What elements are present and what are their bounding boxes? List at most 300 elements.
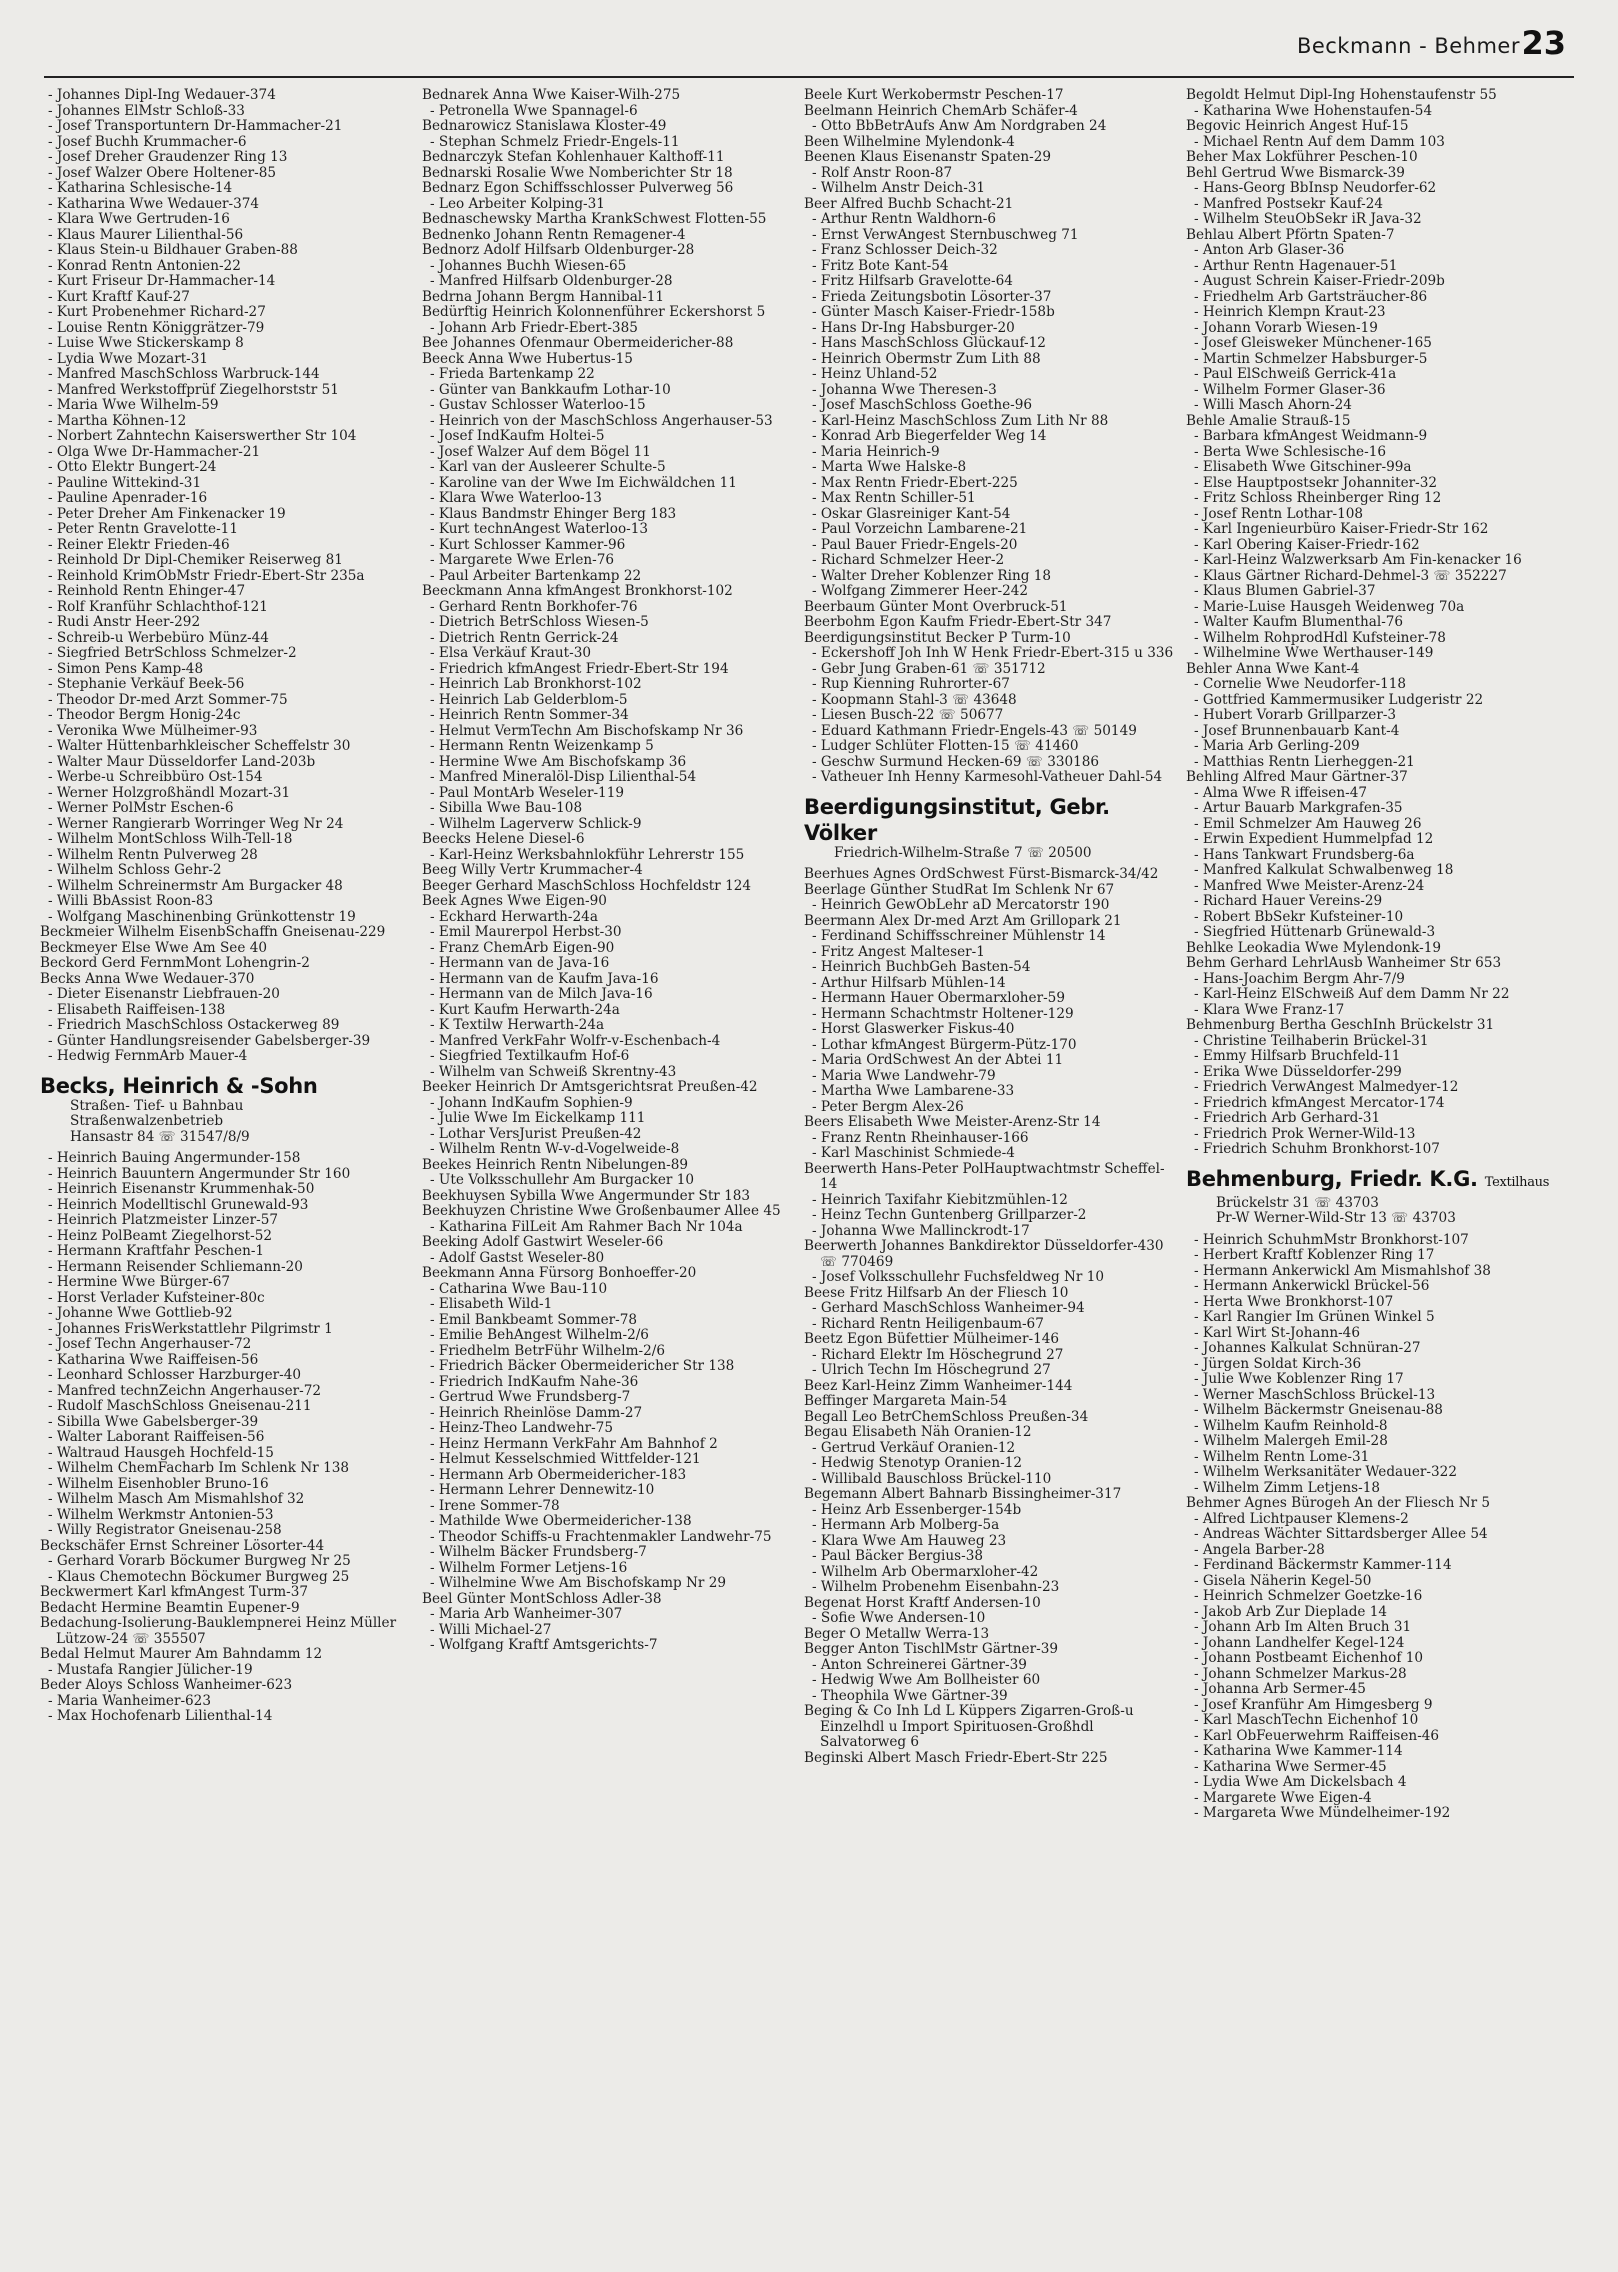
directory-entry: - Hermann Kraftfahr Peschen-1 bbox=[48, 1243, 265, 1259]
directory-entry: Behlau Albert Pförtn Spaten-7 bbox=[1186, 226, 1395, 243]
directory-entry: - Heinrich Rentn Sommer-34 bbox=[430, 707, 629, 723]
directory-entry: Beerbohm Egon Kaufm Friedr-Ebert-Str 347 bbox=[804, 614, 1112, 630]
directory-entry: - Josef Walzer Obere Holtener-85 bbox=[48, 164, 277, 181]
directory-entry: - Fritz Schloss Rheinberger Ring 12 bbox=[1194, 490, 1442, 506]
directory-entry: - Theodor Bergm Honig-24c bbox=[48, 707, 241, 723]
directory-entry: Bednorz Adolf Hilfsarb Oldenburger-28 bbox=[422, 242, 695, 258]
directory-entry: - Johannes Dipl-Ing Wedauer-374 bbox=[48, 88, 276, 103]
directory-entry: - Herbert Kraftf Koblenzer Ring 17 bbox=[1194, 1247, 1435, 1263]
directory-entry: - Hermann Hauer Obermarxloher-59 bbox=[812, 990, 1065, 1006]
directory-entry: - Elisabeth Raiffeisen-138 bbox=[48, 1001, 226, 1018]
directory-entry: - Rup Kienning Ruhrorter-67 bbox=[812, 676, 1010, 692]
directory-entry: - Heinrich Eisenanstr Krummenhak-50 bbox=[48, 1181, 315, 1197]
directory-entry: - Klara Wwe Waterloo-13 bbox=[430, 490, 602, 506]
directory-entry: - Lydia Wwe Am Dickelsbach 4 bbox=[1194, 1774, 1407, 1790]
directory-entry: - Max Hochofenarb Lilienthal-14 bbox=[48, 1708, 273, 1724]
directory-entry: - Horst Glaswerker Fiskus-40 bbox=[812, 1021, 1015, 1037]
directory-entry: - Kurt Kraftf Kauf-27 bbox=[48, 288, 190, 305]
directory-entry: Beenen Klaus Eisenanstr Spaten-29 bbox=[804, 149, 1052, 165]
directory-entry: Beekhuysen Sybilla Wwe Angermunder Str 183 bbox=[422, 1187, 751, 1204]
directory-entry: - Wolfgang Maschinenbing Grünkottenstr 19 bbox=[48, 908, 356, 925]
directory-entry: - Cornelie Wwe Neudorfer-118 bbox=[1194, 676, 1407, 692]
directory-entry: - Koopmann Stahl-3 ☏ 43648 bbox=[812, 691, 1017, 708]
directory-entry: - Liesen Busch-22 ☏ 50677 bbox=[812, 707, 1004, 723]
directory-entry: Behling Alfred Maur Gärtner-37 bbox=[1186, 769, 1408, 785]
running-head: Beckmann - Behmer bbox=[1296, 34, 1520, 58]
directory-entry: Bedürftig Heinrich Kolonnenführer Eckershorst 5 bbox=[422, 304, 766, 320]
directory-entry: Beger O Metallw Werra-13 bbox=[804, 1625, 990, 1642]
directory-entry: - Hermine Wwe Am Bischofskamp 36 bbox=[430, 753, 687, 770]
directory-entry: Bednarz Egon Schiffsschlosser Pulverweg 56 bbox=[422, 180, 734, 196]
directory-entry: - Wilhelm Anstr Deich-31 bbox=[812, 180, 986, 196]
directory-entry: - Robert BbSekr Kufsteiner-10 bbox=[1194, 908, 1404, 925]
directory-entry: - Josef Gleisweker Münchener-165 bbox=[1194, 335, 1432, 351]
directory-entry: Beerwerth Hans-Peter PolHauptwachtmstr Scheffel-14 bbox=[804, 1160, 1165, 1192]
directory-entry: - Johanna Wwe Theresen-3 bbox=[812, 381, 997, 398]
directory-entry: - Heinrich Lab Gelderblom-5 bbox=[430, 691, 628, 708]
directory-entry: - Stephanie Verkäuf Beek-56 bbox=[48, 676, 245, 692]
directory-entry: Bednarczyk Stefan Kohlenhauer Kalthoff-11 bbox=[422, 149, 725, 165]
directory-entry: - Josef Rentn Lothar-108 bbox=[1194, 505, 1364, 522]
directory-entry: - Karl-Heinz ElSchweiß Auf dem Damm Nr 22 bbox=[1194, 986, 1510, 1002]
directory-entry: - Maria Wwe Wilhelm-59 bbox=[48, 397, 219, 413]
directory-entry: - Katharina Wwe Hohenstaufen-54 bbox=[1194, 102, 1433, 119]
directory-entry: - Hermann Arb Molberg-5a bbox=[812, 1517, 1000, 1533]
directory-entry: Beekhuyzen Christine Wwe Großenbaumer Allee 45 bbox=[422, 1203, 781, 1219]
directory-entry: - Reinhold Dr Dipl-Chemiker Reiserweg 81 bbox=[48, 552, 343, 568]
directory-entry: - Julie Wwe Im Eickelkamp 111 bbox=[430, 1110, 646, 1126]
directory-entry: - Peter Dreher Am Finkenacker 19 bbox=[48, 505, 286, 522]
directory-entry: - Wolfgang Kraftf Amtsgerichts-7 bbox=[430, 1637, 658, 1653]
directory-entry: Beel Günter MontSchloss Adler-38 bbox=[422, 1590, 662, 1607]
directory-entry: - Gertrud Wwe Frundsberg-7 bbox=[430, 1389, 631, 1405]
directory-entry: - Horst Verlader Kufsteiner-80c bbox=[48, 1289, 265, 1306]
directory-entry: - Wilhelm Rentn W-v-d-Vogelweide-8 bbox=[430, 1141, 680, 1157]
directory-entry: - Günter van Bankkaufm Lothar-10 bbox=[430, 381, 671, 398]
directory-entry: - Werner Holzgroßhändl Mozart-31 bbox=[48, 784, 291, 801]
directory-entry: - Maria Wwe Landwehr-79 bbox=[812, 1067, 996, 1084]
directory-entry: - Reiner Elektr Frieden-46 bbox=[48, 536, 230, 553]
directory-entry: - Elisabeth Wwe Gitschiner-99a bbox=[1194, 459, 1412, 475]
directory-entry: - Gerhard Vorarb Böckumer Burgweg Nr 25 bbox=[48, 1553, 351, 1569]
directory-entry: - Oskar Glasreiniger Kant-54 bbox=[812, 505, 1011, 522]
directory-entry: - Theophila Wwe Gärtner-39 bbox=[812, 1687, 1008, 1704]
directory-entry: - Gerhard MaschSchloss Wanheimer-94 bbox=[812, 1300, 1085, 1316]
directory-entry: - Josef Buchh Krummacher-6 bbox=[48, 133, 247, 150]
directory-entry: - Emil Bankbeamt Sommer-78 bbox=[430, 1311, 638, 1328]
directory-entry: - Karl ObFeuerwehrm Raiffeisen-46 bbox=[1194, 1727, 1440, 1744]
directory-entry: Bednenko Johann Rentn Remagener-4 bbox=[422, 226, 686, 243]
directory-entry: - Hermine Wwe Bürger-67 bbox=[48, 1274, 231, 1290]
column-1 bbox=[40, 88, 410, 2258]
directory-entry: - Helmut VermTechn Am Bischofskamp Nr 36 bbox=[430, 722, 744, 739]
directory-entry: - Irene Sommer-78 bbox=[430, 1497, 560, 1514]
directory-entry: - Katharina Wwe Wedauer-374 bbox=[48, 195, 260, 212]
directory-entry: - Walter Hüttenbarhkleischer Scheffelstr 30 bbox=[48, 738, 351, 754]
directory-entry: Beecks Helene Diesel-6 bbox=[422, 831, 585, 847]
directory-entry: - Hermann Ankerwickl Brückel-56 bbox=[1194, 1278, 1430, 1294]
directory-entry: - Friedrich kfmAngest Friedr-Ebert-Str 194 bbox=[430, 660, 729, 677]
directory-entry: - Wolfgang Zimmerer Heer-242 bbox=[812, 583, 1029, 599]
directory-entry: - Karl Rangier Im Grünen Winkel 5 bbox=[1194, 1309, 1435, 1325]
directory-entry: - Ferdinand Bäckermstr Kammer-114 bbox=[1194, 1557, 1452, 1573]
directory-entry: - Heinrich Modelltischl Grunewald-93 bbox=[48, 1196, 309, 1213]
directory-entry: - Johannes Kalkulat Schnüran-27 bbox=[1194, 1340, 1421, 1356]
directory-entry: - K Textilw Herwarth-24a bbox=[430, 1017, 605, 1033]
directory-entry: Behlke Leokadia Wwe Mylendonk-19 bbox=[1186, 939, 1442, 956]
directory-entry: Beder Aloys Schloss Wanheimer-623 bbox=[40, 1677, 293, 1693]
directory-entry: - Manfred Hilfsarb Oldenburger-28 bbox=[430, 273, 673, 289]
directory-entry: Beese Fritz Hilfsarb An der Fliesch 10 bbox=[804, 1284, 1069, 1301]
directory-entry: - Wilhelm Schloss Gehr-2 bbox=[48, 862, 222, 878]
directory-entry: - Dietrich Rentn Gerrick-24 bbox=[430, 629, 619, 646]
directory-entry: - Wilhelm Masch Am Mismahlshof 32 bbox=[48, 1491, 305, 1507]
directory-entry: - Erika Wwe Düsseldorfer-299 bbox=[1194, 1063, 1402, 1080]
directory-entry: Begemann Albert Bahnarb Bissingheimer-317 bbox=[804, 1486, 1122, 1502]
directory-entry: - Fritz Angest Malteser-1 bbox=[812, 943, 985, 960]
directory-entry: - Otto Elektr Bungert-24 bbox=[48, 459, 217, 475]
directory-entry: - Johann IndKaufm Sophien-9 bbox=[430, 1094, 633, 1111]
directory-entry: Beging & Co Inh Ld L Küppers Zigarren-Groß-u Einzelhdl u Import Spirituosen-Großhdl Salvatorweg 6 bbox=[804, 1703, 1134, 1750]
directory-entry: Beher Max Lokführer Peschen-10 bbox=[1186, 149, 1418, 165]
directory-entry: - Peter Rentn Gravelotte-11 bbox=[48, 521, 238, 537]
directory-entry: - Norbert Zahntechn Kaiserswerther Str 104 bbox=[48, 428, 357, 444]
directory-entry: Beeg Willy Vertr Krummacher-4 bbox=[422, 862, 643, 878]
directory-entry: - Richard Hauer Vereins-29 bbox=[1194, 893, 1383, 909]
directory-entry: - Gertrud Verkäuf Oranien-12 bbox=[812, 1439, 1016, 1456]
directory-entry: - Martha Wwe Lambarene-33 bbox=[812, 1083, 1015, 1099]
directory-entry: - Jakob Arb Zur Dieplade 14 bbox=[1194, 1603, 1388, 1620]
directory-entry: - Wilhelm ChemFacharb Im Schlenk Nr 138 bbox=[48, 1460, 350, 1476]
directory-entry: - Heinrich Rheinlöse Damm-27 bbox=[430, 1404, 643, 1421]
directory-entry: - Wilhelm Malergeh Emil-28 bbox=[1194, 1433, 1388, 1449]
directory-entry: - Hans-Joachim Bergm Ahr-7/9 bbox=[1194, 970, 1405, 987]
directory-entry: - Rudi Anstr Heer-292 bbox=[48, 614, 201, 630]
business-listing bbox=[40, 1073, 410, 1146]
directory-entry: - Wilhelm SteuObSekr iR Java-32 bbox=[1194, 211, 1422, 227]
directory-entry: - Johann Landhelfer Kegel-124 bbox=[1194, 1634, 1405, 1651]
directory-entry: - Margareta Wwe Mündelheimer-192 bbox=[1194, 1805, 1451, 1821]
directory-entry: - Heinrich GewObLehr aD Mercatorstr 190 bbox=[812, 897, 1110, 913]
directory-entry: - Willi Michael-27 bbox=[430, 1621, 552, 1638]
directory-entry: - Berta Wwe Schlesische-16 bbox=[1194, 443, 1386, 460]
directory-entry: - Olga Wwe Dr-Hammacher-21 bbox=[48, 443, 261, 460]
directory-entry: - Wilhelm Zimm Letjens-18 bbox=[1194, 1479, 1381, 1496]
page-header bbox=[0, 0, 1618, 70]
directory-entry: Beez Karl-Heinz Zimm Wanheimer-144 bbox=[804, 1377, 1073, 1394]
directory-entry: - Katharina Wwe Raiffeisen-56 bbox=[48, 1351, 259, 1368]
directory-entry: Behmenburg Bertha GeschInh Brückelstr 31 bbox=[1186, 1017, 1495, 1033]
directory-entry: - Klaus Gärtner Richard-Dehmel-3 ☏ 352227 bbox=[1194, 567, 1507, 584]
directory-entry: - Wilhelm Former Letjens-16 bbox=[430, 1559, 628, 1576]
directory-entry: Beek Agnes Wwe Eigen-90 bbox=[422, 893, 607, 909]
directory-entry: - Konrad Arb Biegerfelder Weg 14 bbox=[812, 428, 1047, 444]
directory-entry: Begau Elisabeth Näh Oranien-12 bbox=[804, 1424, 1032, 1440]
directory-entry: - Max Rentn Friedr-Ebert-225 bbox=[812, 474, 1018, 491]
directory-entry: - Hermann Arb Obermeidericher-183 bbox=[430, 1466, 687, 1483]
directory-entry: - Leonhard Schlosser Harzburger-40 bbox=[48, 1367, 302, 1383]
directory-entry: - Hedwig FernmArb Mauer-4 bbox=[48, 1048, 248, 1064]
directory-entry: - Maria Heinrich-9 bbox=[812, 443, 940, 460]
directory-entry: - Manfred VerkFahr Wolfr-v-Eschenbach-4 bbox=[430, 1032, 721, 1049]
directory-entry: - Emil Schmelzer Am Hauweg 26 bbox=[1194, 815, 1422, 832]
directory-entry: - Josef Kranführ Am Himgesberg 9 bbox=[1194, 1696, 1433, 1713]
directory-entry: - Karl Wirt St-Johann-46 bbox=[1194, 1324, 1360, 1341]
directory-entry: - Johann Arb Im Alten Bruch 31 bbox=[1194, 1619, 1412, 1635]
directory-entry: - Hermann Rentn Weizenkamp 5 bbox=[430, 738, 654, 754]
directory-entry: - Klara Wwe Am Hauweg 23 bbox=[812, 1532, 1007, 1549]
directory-entry: - Friedrich Arb Gerhard-31 bbox=[1194, 1110, 1381, 1126]
directory-entry: Begall Leo BetrChemSchloss Preußen-34 bbox=[804, 1408, 1089, 1425]
directory-entry: - Josef Walzer Auf dem Bögel 11 bbox=[430, 443, 651, 460]
directory-entry: Beermann Alex Dr-med Arzt Am Grillopark 21 bbox=[804, 912, 1122, 929]
directory-entry: - Katharina Schlesische-14 bbox=[48, 180, 233, 196]
directory-entry: Bee Johannes Ofenmaur Obermeidericher-88 bbox=[422, 335, 734, 351]
directory-entry: - Wilhelm Lagerverw Schlick-9 bbox=[430, 815, 642, 832]
directory-entry: - Rolf Kranführ Schlachthof-121 bbox=[48, 598, 268, 615]
directory-entry: Bednarek Anna Wwe Kaiser-Wilh-275 bbox=[422, 88, 681, 103]
directory-entry: - Eckershoff Joh Inh W Henk Friedr-Ebert-315 u 336 bbox=[812, 645, 1174, 661]
directory-entry: - August Schrein Kaiser-Friedr-209b bbox=[1194, 273, 1445, 289]
business-detail-line: Hansastr 84 ☏ 31547/8/9 bbox=[70, 1128, 250, 1145]
directory-entry: - Catharina Wwe Bau-110 bbox=[430, 1280, 608, 1297]
directory-entry: - Fritz Bote Kant-54 bbox=[812, 257, 949, 274]
directory-entry: - Karl Ingenieurbüro Kaiser-Friedr-Str 162 bbox=[1194, 521, 1489, 537]
directory-entry: - Ludger Schlüter Flotten-15 ☏ 41460 bbox=[812, 738, 1079, 754]
directory-entry: - Johanna Arb Sermer-45 bbox=[1194, 1681, 1366, 1697]
directory-entry: Beetz Egon Büfettier Mülheimer-146 bbox=[804, 1331, 1060, 1347]
directory-entry: Behl Gertrud Wwe Bismarck-39 bbox=[1186, 164, 1405, 181]
directory-entry: - Frieda Bartenkamp 22 bbox=[430, 366, 595, 382]
directory-entry: - Johanne Wwe Gottlieb-92 bbox=[48, 1305, 233, 1321]
directory-entry: - Mustafa Rangier Jülicher-19 bbox=[48, 1661, 253, 1678]
directory-entry: - Hedwig Wwe Am Bollheister 60 bbox=[812, 1672, 1041, 1688]
directory-entry: - Michael Rentn Auf dem Damm 103 bbox=[1194, 133, 1445, 150]
directory-entry: Beginski Albert Masch Friedr-Ebert-Str 225 bbox=[804, 1749, 1108, 1766]
directory-entry: - Mathilde Wwe Obermeidericher-138 bbox=[430, 1513, 692, 1529]
directory-entry: - Willi Masch Ahorn-24 bbox=[1194, 397, 1352, 413]
directory-columns bbox=[40, 88, 1580, 2258]
directory-entry: - Johannes Buchh Wiesen-65 bbox=[430, 257, 627, 274]
directory-entry: - Heinrich Klempn Kraut-23 bbox=[1194, 304, 1386, 320]
directory-entry: - Johann Schmelzer Markus-28 bbox=[1194, 1665, 1407, 1682]
directory-entry: - Friedrich IndKaufm Nahe-36 bbox=[430, 1373, 639, 1390]
directory-entry: - Anton Arb Glaser-36 bbox=[1194, 242, 1345, 258]
directory-entry: - Lydia Wwe Mozart-31 bbox=[48, 350, 209, 367]
directory-entry: - Ute Volksschullehr Am Burgacker 10 bbox=[430, 1172, 695, 1188]
page-number: 23 bbox=[1521, 24, 1566, 62]
directory-entry: - Emil Maurerpol Herbst-30 bbox=[430, 924, 622, 940]
directory-entry: - Karl Maschinist Schmiede-4 bbox=[812, 1145, 1015, 1161]
directory-entry: Beeker Heinrich Dr Amtsgerichtsrat Preußen-42 bbox=[422, 1079, 758, 1095]
directory-entry: - Arthur Hilfsarb Mühlen-14 bbox=[812, 974, 1006, 991]
directory-entry: - Heinrich Schmelzer Goetzke-16 bbox=[1194, 1588, 1423, 1604]
directory-entry: Begenat Horst Kraftf Andersen-10 bbox=[804, 1594, 1041, 1611]
directory-entry: - Kurt Schlosser Kammer-96 bbox=[430, 536, 626, 553]
directory-entry: - Siegfried BetrSchloss Schmelzer-2 bbox=[48, 645, 297, 661]
directory-entry: - Manfred technZeichn Angerhauser-72 bbox=[48, 1382, 322, 1399]
directory-entry: - Friedrich Prok Werner-Wild-13 bbox=[1194, 1125, 1416, 1142]
column-3 bbox=[804, 88, 1174, 2258]
directory-entry: - Werner Rangierarb Worringer Weg Nr 24 bbox=[48, 815, 344, 832]
directory-entry: - Arthur Rentn Waldhorn-6 bbox=[812, 211, 996, 227]
directory-entry: Bednarski Rosalie Wwe Nomberichter Str 18 bbox=[422, 164, 733, 181]
business-detail-line: Pr-W Werner-Wild-Str 13 ☏ 43703 bbox=[1216, 1210, 1456, 1226]
directory-entry: Behm Gerhard LehrlAusb Wanheimer Str 653 bbox=[1186, 955, 1502, 971]
directory-entry: Beerhues Agnes OrdSchwest Fürst-Bismarck-34/42 bbox=[804, 866, 1159, 882]
directory-entry: - Wilhelm Former Glaser-36 bbox=[1194, 381, 1386, 398]
directory-entry: - Wilhelm Probenehm Eisenbahn-23 bbox=[812, 1579, 1060, 1595]
directory-entry: - Werbe-u Schreibbüro Ost-154 bbox=[48, 769, 263, 785]
directory-entry: - Louise Rentn Königgrätzer-79 bbox=[48, 319, 265, 336]
directory-entry: - Martha Köhnen-12 bbox=[48, 412, 187, 429]
directory-entry: - Dieter Eisenanstr Liebfrauen-20 bbox=[48, 986, 280, 1002]
directory-entry: Beekmann Anna Fürsorg Bonhoeffer-20 bbox=[422, 1265, 697, 1281]
directory-entry: - Schreib-u Werbebüro Münz-44 bbox=[48, 629, 269, 646]
directory-entry: - Heinrich Obermstr Zum Lith 88 bbox=[812, 350, 1041, 367]
directory-entry: - Manfred Postsekr Kauf-24 bbox=[1194, 195, 1384, 212]
directory-entry: - Heinrich Bauing Angermunder-158 bbox=[48, 1150, 301, 1166]
directory-entry: - Josef Techn Angerhauser-72 bbox=[48, 1336, 252, 1352]
directory-entry: - Heinz Hermann VerkFahr Am Bahnhof 2 bbox=[430, 1435, 718, 1452]
directory-entry: - Eduard Kathmann Friedr-Engels-43 ☏ 50149 bbox=[812, 722, 1137, 739]
directory-entry: - Karoline van der Wwe Im Eichwäldchen 11 bbox=[430, 474, 737, 491]
directory-entry: - Gottfried Kammermusiker Ludgeristr 22 bbox=[1194, 691, 1484, 708]
directory-entry: - Adolf Gastst Weseler-80 bbox=[430, 1249, 605, 1266]
business-name-text: Beerdigungsinstitut, Gebr. Völker bbox=[804, 794, 1110, 845]
directory-entry: - Heinz-Theo Landwehr-75 bbox=[430, 1420, 613, 1436]
directory-entry: - Hermann Reisender Schliemann-20 bbox=[48, 1258, 303, 1275]
directory-entry: - Günter Masch Kaiser-Friedr-158b bbox=[812, 304, 1055, 320]
directory-entry: - Katharina FilLeit Am Rahmer Bach Nr 104a bbox=[430, 1218, 743, 1235]
directory-entry: - Paul ElSchweiß Gerrick-41a bbox=[1194, 366, 1397, 382]
directory-entry: - Hermann Lehrer Dennewitz-10 bbox=[430, 1482, 655, 1498]
directory-entry: Beele Kurt Werkobermstr Peschen-17 bbox=[804, 88, 1064, 103]
directory-entry: - Gisela Näherin Kegel-50 bbox=[1194, 1572, 1372, 1589]
directory-entry: Beerdigungsinstitut Becker P Turm-10 bbox=[804, 629, 1071, 646]
directory-entry: - Klara Wwe Gertruden-16 bbox=[48, 211, 230, 227]
directory-entry: - Richard Rentn Heiligenbaum-67 bbox=[812, 1315, 1044, 1332]
directory-entry: - Geschw Surmund Hecken-69 ☏ 330186 bbox=[812, 753, 1100, 770]
directory-entry: - Klaus Stein-u Bildhauer Graben-88 bbox=[48, 242, 298, 258]
business-trade: Textilhaus bbox=[1484, 1174, 1550, 1190]
directory-entry: - Wilhelm RohprodHdl Kufsteiner-78 bbox=[1194, 629, 1446, 646]
directory-entry: Bedacht Hermine Beamtin Eupener-9 bbox=[40, 1599, 300, 1616]
directory-entry: - Paul Arbeiter Bartenkamp 22 bbox=[430, 567, 642, 584]
directory-entry: - Heinz Arb Essenberger-154b bbox=[812, 1501, 1022, 1518]
directory-entry: - Wilhelmine Wwe Werthauser-149 bbox=[1194, 645, 1434, 661]
directory-entry: - Friedhelm BetrFühr Wilhelm-2/6 bbox=[430, 1342, 665, 1359]
directory-entry: - Dietrich BetrSchloss Wiesen-5 bbox=[430, 614, 649, 630]
directory-entry: - Friedrich Schuhm Bronkhorst-107 bbox=[1194, 1141, 1440, 1157]
directory-entry: - Kurt Probenehmer Richard-27 bbox=[48, 304, 266, 320]
directory-entry: - Hermann Ankerwickl Am Mismahlshof 38 bbox=[1194, 1262, 1491, 1279]
directory-entry: - Kurt technAngest Waterloo-13 bbox=[430, 521, 649, 537]
directory-entry: - Josef Transportuntern Dr-Hammacher-21 bbox=[48, 118, 343, 134]
directory-entry: Behmer Agnes Bürogeh An der Fliesch Nr 5 bbox=[1186, 1495, 1491, 1511]
directory-entry: - Anton Schreinerei Gärtner-39 bbox=[812, 1656, 1027, 1673]
directory-entry: - Heinrich von der MaschSchloss Angerhauser-53 bbox=[430, 412, 773, 429]
directory-entry: - Klaus Maurer Lilienthal-56 bbox=[48, 226, 244, 243]
directory-entry: - Eckhard Herwarth-24a bbox=[430, 908, 598, 925]
directory-entry: - Max Rentn Schiller-51 bbox=[812, 490, 976, 506]
directory-entry: - Manfred Kalkulat Schwalbenweg 18 bbox=[1194, 862, 1454, 878]
directory-entry: - Arthur Rentn Hagenauer-51 bbox=[1194, 257, 1398, 274]
directory-entry: - Pauline Wittekind-31 bbox=[48, 474, 202, 491]
directory-entry: - Richard Schmelzer Heer-2 bbox=[812, 552, 1005, 568]
business-name bbox=[40, 1073, 410, 1099]
directory-entry: - Heinrich Lab Bronkhorst-102 bbox=[430, 676, 642, 692]
directory-entry: - Sofie Wwe Andersen-10 bbox=[812, 1610, 986, 1626]
directory-entry: - Lothar kfmAngest Bürgerm-Pütz-170 bbox=[812, 1036, 1077, 1053]
directory-entry: - Hans MaschSchloss Glückauf-12 bbox=[812, 335, 1046, 351]
directory-entry: - Simon Pens Kamp-48 bbox=[48, 660, 204, 677]
directory-entry: Behler Anna Wwe Kant-4 bbox=[1186, 660, 1360, 677]
directory-entry: - Andreas Wächter Sittardsberger Allee 54 bbox=[1194, 1526, 1488, 1542]
directory-entry: - Alma Wwe R iffeisen-47 bbox=[1194, 784, 1367, 801]
directory-entry: - Katharina Wwe Sermer-45 bbox=[1194, 1758, 1387, 1775]
directory-entry: Beckschäfer Ernst Schreiner Lösorter-44 bbox=[40, 1537, 325, 1554]
directory-entry: - Petronella Wwe Spannagel-6 bbox=[430, 102, 638, 119]
directory-entry: - Werner MaschSchloss Brückel-13 bbox=[1194, 1386, 1436, 1403]
directory-entry: - Heinrich Bauuntern Angermunder Str 160 bbox=[48, 1165, 351, 1182]
directory-entry: - Rudolf MaschSchloss Gneisenau-211 bbox=[48, 1398, 312, 1414]
directory-entry: - Friedrich MaschSchloss Ostackerweg 89 bbox=[48, 1017, 340, 1033]
directory-entry: Bedachung-Isolierung-Bauklempnerei Heinz Müller Lützow-24 ☏ 355507 bbox=[40, 1615, 397, 1647]
directory-entry: - Paul Bauer Friedr-Engels-20 bbox=[812, 536, 1018, 553]
business-name bbox=[1186, 1166, 1556, 1196]
directory-entry: - Friedrich kfmAngest Mercator-174 bbox=[1194, 1094, 1445, 1111]
directory-entry: - Manfred MaschSchloss Warbruck-144 bbox=[48, 366, 320, 382]
directory-entry: - Paul MontArb Weseler-119 bbox=[430, 784, 624, 801]
directory-entry: - Günter Handlungsreisender Gabelsberger-39 bbox=[48, 1032, 371, 1049]
business-listing bbox=[804, 794, 1174, 862]
directory-entry: Beers Elisabeth Wwe Meister-Arenz-Str 14 bbox=[804, 1114, 1101, 1130]
directory-entry: - Wilhelm Kaufm Reinhold-8 bbox=[1194, 1417, 1388, 1434]
directory-entry: - Manfred Mineralöl-Disp Lilienthal-54 bbox=[430, 769, 697, 785]
directory-entry: - Wilhelm Werksanitäter Wedauer-322 bbox=[1194, 1464, 1457, 1480]
directory-entry: - Karl-Heinz Werksbahnlokführ Lehrerstr 155 bbox=[430, 846, 745, 863]
directory-entry: - Sibilla Wwe Gabelsberger-39 bbox=[48, 1413, 259, 1430]
directory-entry: - Klaus Bandmstr Ehinger Berg 183 bbox=[430, 505, 677, 522]
directory-entry: Becks Anna Wwe Wedauer-370 bbox=[40, 970, 255, 987]
directory-entry: - Artur Bauarb Markgrafen-35 bbox=[1194, 800, 1403, 816]
directory-entry: - Klara Wwe Franz-17 bbox=[1194, 1001, 1345, 1018]
directory-entry: - Paul Bäcker Bergius-38 bbox=[812, 1548, 983, 1564]
directory-entry: - Wilhelm Rentn Pulverweg 28 bbox=[48, 846, 258, 863]
business-name-text: Behmenburg, Friedr. K.G. bbox=[1186, 1166, 1478, 1191]
directory-entry: - Manfred Wwe Meister-Arenz-24 bbox=[1194, 877, 1425, 894]
directory-entry: - Marie-Luise Hausgeh Weidenweg 70a bbox=[1194, 598, 1465, 615]
directory-entry: - Maria Arb Gerling-209 bbox=[1194, 738, 1360, 754]
directory-entry: - Lothar VersJurist Preußen-42 bbox=[430, 1125, 642, 1142]
directory-entry: - Hermann van de Java-16 bbox=[430, 955, 610, 971]
directory-entry: - Franz Schlosser Deich-32 bbox=[812, 242, 998, 258]
directory-entry: Beckwermert Karl kfmAngest Turm-37 bbox=[40, 1584, 309, 1600]
directory-entry: - Klaus Chemotechn Böckumer Burgweg 25 bbox=[48, 1568, 350, 1585]
directory-entry: Bedal Helmut Maurer Am Bahndamm 12 bbox=[40, 1646, 323, 1662]
directory-entry: - Karl-Heinz MaschSchloss Zum Lith Nr 88 bbox=[812, 412, 1109, 429]
directory-entry: Bednaschewsky Martha KrankSchwest Flotten-55 bbox=[422, 211, 767, 227]
directory-entry: - Angela Barber-28 bbox=[1194, 1541, 1325, 1558]
directory-entry: - Emilie BehAngest Wilhelm-2/6 bbox=[430, 1327, 649, 1343]
directory-entry: - Theodor Dr-med Arzt Sommer-75 bbox=[48, 691, 288, 708]
directory-entry: - Wilhelm Rentn Lome-31 bbox=[1194, 1448, 1370, 1465]
directory-entry: - Wilhelm Schreinermstr Am Burgacker 48 bbox=[48, 877, 343, 894]
directory-entry: - Kurt Friseur Dr-Hammacher-14 bbox=[48, 273, 276, 289]
directory-entry: - Reinhold KrimObMstr Friedr-Ebert-Str 235a bbox=[48, 567, 365, 584]
directory-entry: - Friedrich VerwAngest Malmedyer-12 bbox=[1194, 1079, 1459, 1095]
